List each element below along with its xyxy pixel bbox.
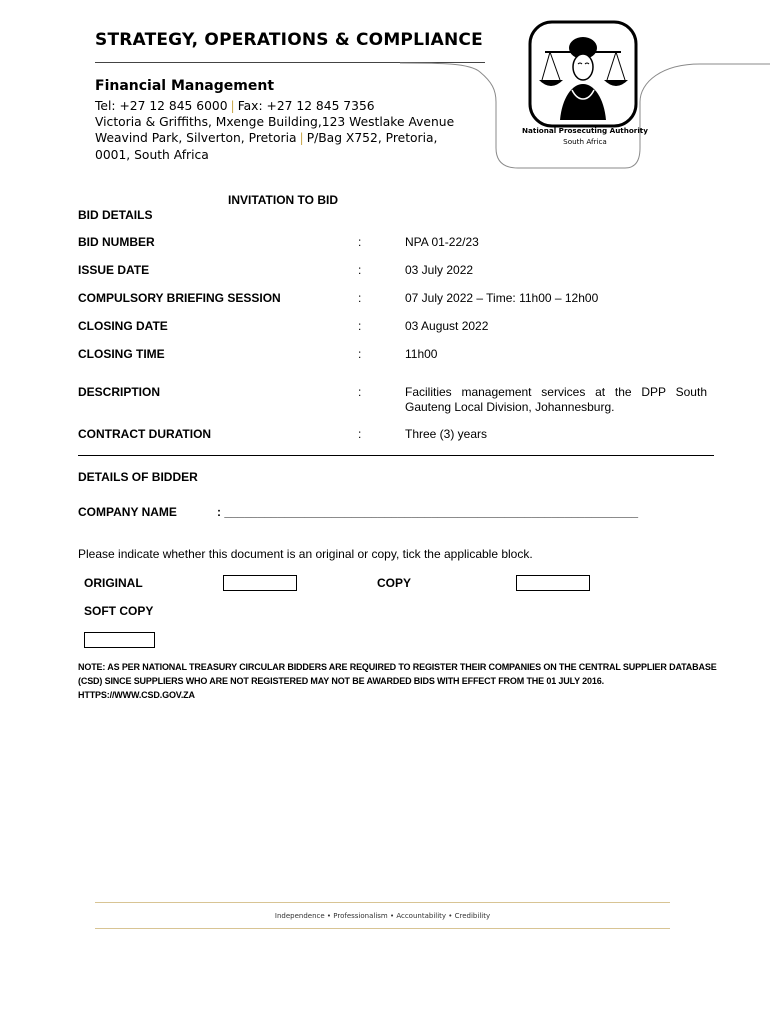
- closing-date-label: CLOSING DATE: [78, 319, 168, 333]
- address-street: Weavind Park, Silverton, Pretoria: [95, 131, 297, 145]
- contract-duration-label: CONTRACT DURATION: [78, 427, 212, 441]
- footer-values: Independence • Professionalism • Accountability • Credibility: [274, 912, 491, 920]
- colon: :: [358, 235, 362, 249]
- closing-time-label: CLOSING TIME: [78, 347, 165, 361]
- soft-copy-tick-box[interactable]: [84, 632, 155, 648]
- colon: :: [358, 427, 362, 441]
- colon: :: [358, 263, 362, 277]
- tel-number: Tel: +27 12 845 6000: [95, 99, 228, 113]
- closing-time-value: 11h00: [405, 347, 438, 361]
- colon: :: [358, 347, 362, 361]
- closing-date-value: 03 August 2022: [405, 319, 489, 333]
- company-name-field[interactable]: : ______________________________________________________________: [217, 505, 639, 519]
- soft-copy-label: SOFT COPY: [84, 604, 154, 618]
- letterhead-title: STRATEGY, OPERATIONS & COMPLIANCE: [95, 30, 483, 50]
- fax-number: Fax: +27 12 845 7356: [237, 99, 375, 113]
- npa-logo: [400, 20, 770, 170]
- briefing-session-label: COMPULSORY BRIEFING SESSION: [78, 291, 281, 305]
- csd-note: NOTE: AS PER NATIONAL TREASURY CIRCULAR BIDDERS ARE REQUIRED TO REGISTER THEIR COMPANIES ON THE CENTRAL SUPPLIER DATABASE (CSD) SINCE SUPPLIERS WHO ARE NOT REGISTERED MAY NOT BE AWARDED BIDS WITH EFFECT FROM THE 01 JULY 2016. HTTPS://WWW.CSD.GOV.ZA: [78, 662, 717, 700]
- original-tick-box[interactable]: [223, 575, 297, 591]
- colon: :: [358, 291, 362, 305]
- contract-duration-value: Three (3) years: [405, 427, 488, 441]
- issue-date-label: ISSUE DATE: [78, 263, 150, 277]
- contact-line: [95, 99, 375, 113]
- tick-instruction: Please indicate whether this document is an original or copy, tick the applicable block.: [78, 547, 533, 561]
- issue-date-value: 03 July 2022: [405, 263, 474, 277]
- address-line-3: 0001, South Africa: [95, 148, 209, 162]
- bid-details-heading: BID DETAILS: [78, 208, 153, 222]
- logo-name: National Prosecuting Authority: [522, 126, 648, 135]
- copy-label: COPY: [377, 576, 412, 590]
- section-divider: [78, 455, 714, 456]
- colon: :: [358, 319, 362, 333]
- bidder-details-heading: DETAILS OF BIDDER: [78, 470, 198, 484]
- footer-rule-top: [95, 902, 670, 903]
- briefing-session-value: 07 July 2022 – Time: 11h00 – 12h00: [405, 291, 599, 305]
- separator: |: [299, 131, 304, 145]
- copy-tick-box[interactable]: [516, 575, 590, 591]
- department-name: Financial Management: [95, 78, 275, 94]
- logo-subtitle: South Africa: [563, 137, 607, 146]
- original-label: ORIGINAL: [84, 576, 143, 590]
- address-line-2: [95, 131, 437, 145]
- company-name-label: COMPANY NAME: [78, 505, 177, 519]
- postal-address: P/Bag X752, Pretoria,: [306, 131, 438, 145]
- footer-rule-bottom: [95, 928, 670, 929]
- address-line-1: Victoria & Griffiths, Mxenge Building,123 Westlake Avenue: [95, 115, 455, 129]
- bid-number-label: BID NUMBER: [78, 235, 155, 249]
- bid-number-value: NPA 01-22/23: [405, 235, 479, 249]
- colon: :: [358, 385, 362, 399]
- description-label: DESCRIPTION: [78, 385, 161, 399]
- description-value: Facilities management services at the DPP South Gauteng Local Division, Johannesburg.: [405, 385, 707, 414]
- separator: |: [230, 99, 235, 113]
- invitation-title: INVITATION TO BID: [228, 193, 338, 207]
